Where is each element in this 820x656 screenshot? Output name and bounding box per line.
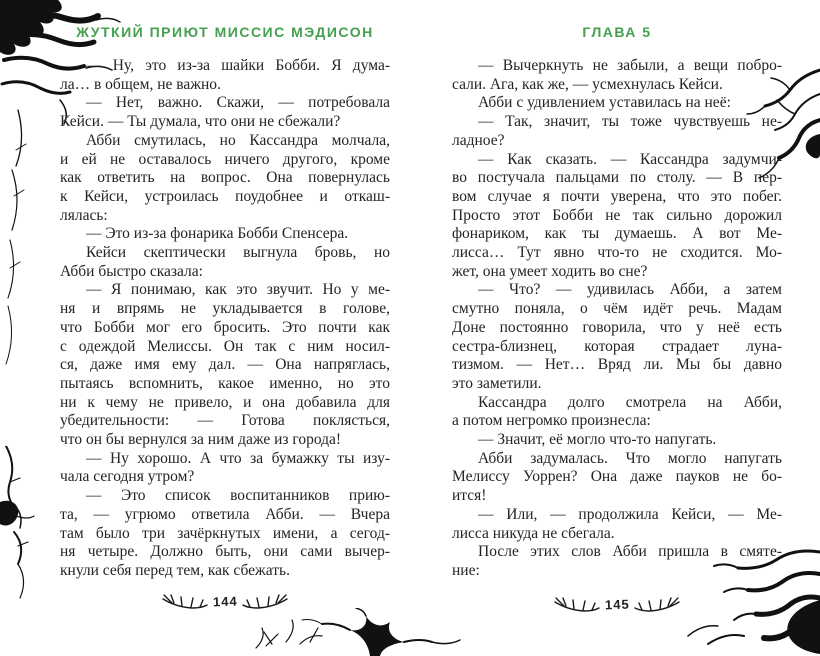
- text-line: Кассандра долго смотрела на Абби,: [478, 393, 782, 411]
- paragraph: [60, 132, 390, 226]
- page-number-right: 145: [604, 596, 630, 612]
- text-line: — Ну хорошо. А что за бумажку ты изу-: [86, 449, 390, 467]
- text-line: это заметили.: [452, 374, 542, 392]
- left-page-text: [60, 57, 390, 581]
- text-line: лисса никуда не сбегала.: [452, 524, 615, 542]
- text-line: Абби быстро сказала:: [60, 262, 203, 280]
- text-line: ится!: [452, 487, 487, 505]
- text-line: ни к чему не привело, и она добавила для: [60, 393, 390, 411]
- paragraph: [452, 94, 782, 113]
- text-line: там было три зачёркнутых имени, а сегод-: [60, 524, 390, 542]
- paragraph: [452, 450, 782, 506]
- text-line: та, — угрюмо ответила Абби. — Вчера: [60, 505, 390, 523]
- paragraph: [452, 151, 782, 282]
- text-line: лисса… Тут явно что-то не сходится. Мо-: [452, 244, 782, 262]
- right-page-footer: [452, 594, 782, 614]
- antler-ornament-left-icon: [162, 591, 208, 611]
- paragraph: [60, 487, 390, 581]
- text-line: во постучала пальцами по столу. — В пер-: [452, 169, 782, 187]
- text-line: как ответить на вопрос. Она повернулась: [60, 169, 390, 187]
- paragraph: [452, 281, 782, 393]
- text-line: ня и впрямь не укладывается в голове,: [60, 300, 390, 318]
- text-line: а потом негромко произнесла:: [452, 412, 651, 430]
- text-line: После этих слов Абби пришла в смяте-: [478, 543, 782, 561]
- paragraph: [60, 94, 390, 131]
- text-line: Кейси. — Ты думала, что они не сбежали?: [60, 113, 341, 131]
- right-page-text: [452, 57, 782, 581]
- branch-decoration-bottom-center-icon: [252, 608, 477, 656]
- page-number-left: 144: [212, 593, 238, 609]
- text-line: что он бы вернулся за ним даже из города!: [60, 431, 342, 449]
- paragraph: [452, 113, 782, 150]
- text-line: — Как сказать. — Кассандра задумчи-: [478, 150, 782, 168]
- text-line: ладное?: [452, 131, 505, 149]
- left-page-footer: [60, 591, 390, 611]
- text-line: — Вычеркнуть не забыли, а вещи побро-: [478, 57, 782, 74]
- text-line: сали. Ага, как же, — усмехнулась Кейси.: [452, 75, 723, 93]
- text-line: — Я понимаю, как это звучит. Но у ме-: [86, 281, 390, 299]
- text-line: ня четыре. Должно быть, они сами вычер-: [60, 543, 390, 561]
- running-header-left: ЖУТКИЙ ПРИЮТ МИССИС МЭДИСОН: [76, 24, 374, 40]
- text-line: ся, даже имя ему дал. — Она напряглась,: [60, 356, 390, 374]
- text-line: ние:: [452, 561, 480, 579]
- text-line: — Нет, важно. Скажи, — потребовала: [86, 94, 390, 112]
- paragraph: [452, 506, 782, 543]
- antler-ornament-right-icon: [634, 594, 680, 614]
- text-line: жет, она умеет ходить во сне?: [452, 262, 648, 280]
- paragraph: [60, 225, 390, 244]
- text-line: — Что? — удивилась Абби, а затем: [478, 281, 782, 299]
- text-line: ла… в общем, не важно.: [60, 75, 221, 93]
- text-line: сестра-близнец, которая страдает луна-: [452, 337, 782, 355]
- text-line: убедительности: — Готова поклясться,: [60, 412, 390, 430]
- text-line: что Бобби мог его бросить. Это почти как: [60, 318, 390, 336]
- text-line: — Это из-за фонарика Бобби Спенсера.: [86, 225, 349, 243]
- antler-ornament-right-icon: [242, 591, 288, 611]
- text-line: — Ну, это из-за шайки Бобби. Я дума-: [86, 57, 390, 74]
- paragraph: [60, 450, 390, 487]
- text-line: с одеждой Мелиссы. Он так с ним носил-: [60, 337, 390, 355]
- text-line: Кейси скептически выгнула бровь, но: [86, 244, 390, 262]
- paragraph: [60, 244, 390, 281]
- paragraph: [452, 431, 782, 450]
- paragraph: [452, 57, 782, 94]
- text-line: — Это список воспитанников прию-: [86, 487, 390, 505]
- antler-ornament-left-icon: [554, 594, 600, 614]
- text-line: Абби с удивлением уставилась на неё:: [478, 94, 731, 112]
- text-line: чала сегодня утром?: [60, 468, 195, 486]
- text-line: Мелиссу Уоррен? Она даже пауков не бо-: [452, 468, 782, 486]
- paragraph: [452, 543, 782, 580]
- text-line: к Кейси, устроилась поудобнее и откаш-: [60, 187, 390, 205]
- text-line: Просто этот Бобби не так сильно дорожил: [452, 206, 782, 224]
- paragraph: [60, 57, 390, 94]
- text-line: Абби смутилась, но Кассандра молчала,: [86, 131, 390, 149]
- text-line: кнули себя перед тем, как сбежать.: [60, 561, 290, 579]
- text-line: фонариком, как ты думаешь. А вот Ме-: [452, 225, 782, 243]
- text-line: — Значит, её могло что-то напугать.: [478, 431, 717, 449]
- text-line: Абби задумалась. Что могло напугать: [478, 449, 782, 467]
- text-line: и ей не оставалось ничего другого, кроме: [60, 150, 390, 168]
- text-line: Доне постоянно говорила, что у неё есть: [452, 318, 782, 336]
- text-line: смутно поняла, о чём идёт речь. Мадам: [452, 300, 782, 318]
- text-line: — Или, — продолжила Кейси, — Ме-: [478, 505, 782, 523]
- text-line: тизмом. — Нет… Вряд ли. Мы бы давно: [452, 356, 782, 374]
- text-line: лялась:: [60, 206, 108, 224]
- running-header-right: ГЛАВА 5: [582, 24, 652, 40]
- paragraph: [452, 394, 782, 431]
- branch-decoration-left-lower-icon: [0, 446, 46, 606]
- text-line: вом случае я почти уверена, что это побег.: [452, 187, 782, 205]
- paragraph: [60, 281, 390, 449]
- text-line: пытаясь вспомнить, какое именно, но это: [60, 374, 390, 392]
- text-line: — Так, значит, ты тоже чувствуешь не-: [478, 113, 782, 131]
